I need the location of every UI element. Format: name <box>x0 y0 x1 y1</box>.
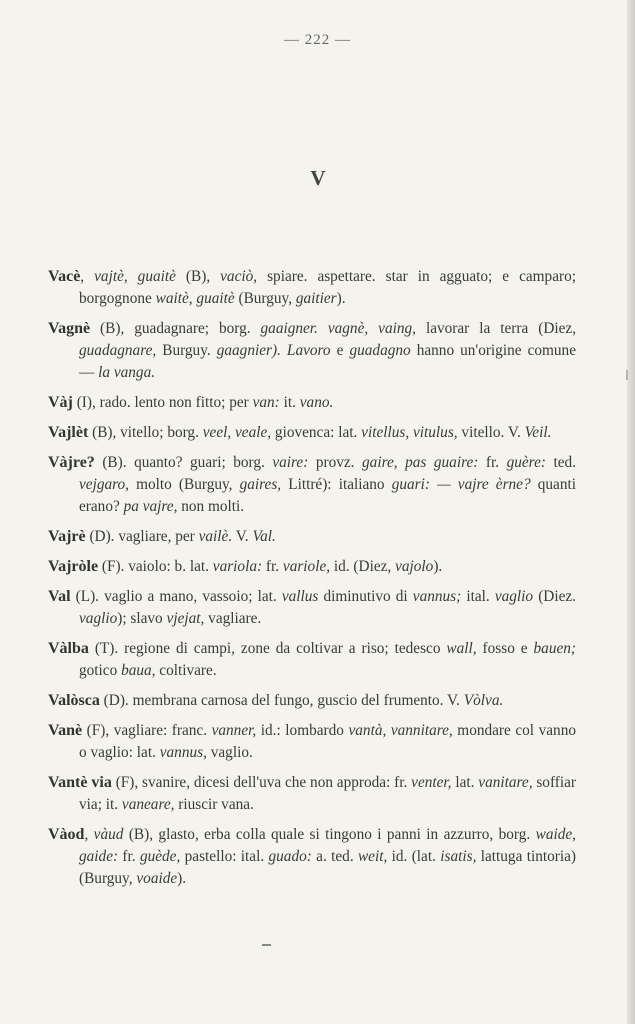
entry-text: (B), guadagnare; borg. <box>90 320 261 337</box>
entry-italic-text: guère: <box>506 454 546 471</box>
entry-text: (I), rado. lento non fitto; per <box>72 394 253 411</box>
entry-text: (L). vaglio a mano, vassoio; lat. <box>70 588 282 605</box>
entry-text: pastello: ital. <box>180 848 269 865</box>
entry-headword: Vàj <box>48 394 73 411</box>
entry-text: quanti erano? <box>79 476 576 515</box>
entry-text: V. <box>232 528 253 545</box>
entry-text: e <box>330 342 350 359</box>
entry-text: fosso e <box>476 640 534 657</box>
entry-text: (Burguy, <box>234 290 296 307</box>
entry-text: vagliare. <box>204 610 262 627</box>
entry-italic-text: gaagnier). Lavoro <box>216 342 331 359</box>
entry-italic-text: wall, <box>446 640 477 657</box>
entry-headword: Vacè <box>48 268 81 285</box>
entry-italic-text: vallus <box>281 588 319 605</box>
entry-italic-text: vaire: <box>272 454 309 471</box>
margin-mark <box>626 370 628 380</box>
entry-italic-text: vanitare, <box>478 774 533 791</box>
entry-text: ). <box>433 558 443 575</box>
entry-text: (B), <box>175 268 221 285</box>
entry-italic-text: la vanga. <box>98 364 156 381</box>
entry-italic-text: guadagnare, <box>79 342 157 359</box>
entry-text: coltivare. <box>155 662 217 679</box>
entry-headword: Vajlèt <box>48 424 89 441</box>
dictionary-entry <box>48 720 576 764</box>
entry-text: id.: lombardo <box>256 722 349 739</box>
entry-italic-text: vano. <box>299 394 334 411</box>
dictionary-entry <box>48 422 576 444</box>
entry-headword: Val <box>48 588 71 605</box>
entry-italic-text: van: <box>252 394 280 411</box>
entry-italic-text: waitè, guaitè <box>155 290 235 307</box>
entry-text: riuscir vana. <box>174 796 254 813</box>
entry-text: ). <box>177 870 187 887</box>
entry-italic-text: Val. <box>252 528 276 545</box>
entry-headword: Vàod <box>48 826 85 843</box>
entry-italic-text: baua, <box>121 662 156 679</box>
dictionary-entry <box>48 690 576 712</box>
entry-italic-text: veel, veale, <box>202 424 272 441</box>
entry-italic-text: guadagno <box>349 342 411 359</box>
dictionary-entry <box>48 392 576 414</box>
entry-italic-text: vàud <box>93 826 124 843</box>
entry-italic-text: waide, gaide: <box>79 826 576 865</box>
entry-italic-text: gaitier <box>295 290 337 307</box>
entry-italic-text: gaaigner. vagnè, vaing, <box>260 320 416 337</box>
entry-text: non molti. <box>177 498 245 515</box>
entry-italic-text: variola: <box>212 558 263 575</box>
entry-italic-text: vajolo <box>395 558 434 575</box>
entry-italic-text: gaires, <box>239 476 282 493</box>
dictionary-entry <box>48 452 576 518</box>
entry-headword: Vàlba <box>48 640 89 657</box>
entry-italic-text: bauen; <box>533 640 576 657</box>
entry-text: ); slavo <box>117 610 167 627</box>
entry-italic-text: vailè. <box>198 528 233 545</box>
entry-text: spiare. aspettare. star in agguato; e camparo; borgognone <box>79 268 576 307</box>
dictionary-entries <box>48 266 576 898</box>
entry-italic-text: vaglio <box>494 588 534 605</box>
entry-text: giovenca: lat. <box>271 424 362 441</box>
page-number: — 222 — <box>284 32 351 48</box>
dictionary-entry <box>48 318 576 384</box>
entry-italic-text: voaide <box>136 870 178 887</box>
dictionary-entry <box>48 772 576 816</box>
entry-italic-text: Vòlva. <box>463 692 504 709</box>
entry-italic-text: vannus, <box>159 744 207 761</box>
entry-italic-text: vjejat, <box>166 610 205 627</box>
entry-italic-text: weit, <box>357 848 388 865</box>
entry-italic-text: variole, <box>282 558 331 575</box>
dictionary-entry <box>48 586 576 630</box>
entry-italic-text: guède, <box>139 848 181 865</box>
entry-text: Burguy. <box>156 342 217 359</box>
entry-italic-text: vaglio <box>79 610 118 627</box>
entry-text: lattuga tintoria) (Burguy, <box>79 848 576 887</box>
entry-text: , <box>80 268 95 285</box>
entry-text: , <box>84 826 94 843</box>
entry-italic-text: vantà, vannitare, <box>348 722 453 739</box>
entry-text: Littré): italiano <box>281 476 392 493</box>
entry-text: lavorar la terra (Diez, <box>415 320 577 337</box>
entry-headword: Vàjre? <box>48 454 95 471</box>
entry-text: fr. <box>262 558 283 575</box>
dictionary-entry <box>48 526 576 548</box>
entry-text: id. (lat. <box>387 848 441 865</box>
entry-italic-text: guado: <box>268 848 312 865</box>
entry-text: (D). vagliare, per <box>85 528 199 545</box>
entry-text: lat. <box>451 774 479 791</box>
entry-headword: Vajròle <box>48 558 99 575</box>
entry-italic-text: vanner, <box>211 722 257 739</box>
dictionary-entry <box>48 266 576 310</box>
entry-headword: Valòsca <box>48 692 100 709</box>
entry-italic-text: venter, <box>411 774 452 791</box>
entry-text: (Diez. <box>533 588 576 605</box>
entry-text: vaglio. <box>206 744 253 761</box>
entry-text: (B). quanto? guari; borg. <box>94 454 273 471</box>
entry-text: (T). regione di campi, zone da coltivar a riso; tedesco <box>88 640 447 657</box>
entry-headword: Vajrè <box>48 528 86 545</box>
entry-italic-text: vannus; <box>412 588 462 605</box>
entry-text: ital. <box>461 588 495 605</box>
section-letter-heading: V <box>310 166 325 190</box>
entry-headword: Vanè <box>48 722 83 739</box>
entry-text: mondare col vanno o vaglio: lat. <box>79 722 576 761</box>
entry-text: (B), glasto, erba colla quale si tingono i panni in azzurro, borg. <box>123 826 536 843</box>
entry-italic-text: gaire, pas guaire: <box>362 454 479 471</box>
entry-text: (F), svanire, dicesi dell'uva che non approda: fr. <box>111 774 412 791</box>
entry-text: it. <box>279 394 300 411</box>
entry-italic-text: pa vajre, <box>123 498 178 515</box>
dictionary-entry <box>48 824 576 890</box>
entry-text: (F), vagliare: franc. <box>82 722 212 739</box>
entry-italic-text: Veil. <box>524 424 552 441</box>
entry-text: hanno un'origine comune — <box>79 342 576 381</box>
entry-text: diminutivo di <box>318 588 413 605</box>
entry-italic-text: vaneare, <box>121 796 175 813</box>
entry-text: vitello. V. <box>457 424 525 441</box>
dictionary-entry <box>48 638 576 682</box>
entry-italic-text: guari: — vajre èrne? <box>391 476 531 493</box>
entry-text: fr. <box>118 848 140 865</box>
entry-text: ). <box>336 290 346 307</box>
dictionary-entry <box>48 556 576 578</box>
entry-headword: Vantè via <box>48 774 112 791</box>
entry-text: gotico <box>79 662 122 679</box>
entry-text: fr. <box>478 454 507 471</box>
entry-text: id. (Diez, <box>330 558 396 575</box>
entry-italic-text: isatis, <box>440 848 477 865</box>
entry-italic-text: vitellus, vitulus, <box>361 424 458 441</box>
entry-italic-text: vejgaro, <box>79 476 129 493</box>
entry-text: (F). vaiolo: b. lat. <box>98 558 213 575</box>
end-mark <box>262 944 271 946</box>
entry-text: (D). membrana carnosa del fungo, guscio del frumento. V. <box>99 692 464 709</box>
entry-text: (B), vitello; borg. <box>88 424 203 441</box>
page-edge-shadow <box>627 0 635 1024</box>
entry-text: ted. <box>545 454 576 471</box>
entry-text: molto (Burguy, <box>128 476 240 493</box>
entry-italic-text: vajtè, guaitè <box>94 268 176 285</box>
entry-italic-text: vaciò, <box>220 268 258 285</box>
entry-text: provz. <box>308 454 363 471</box>
entry-text: a. ted. <box>311 848 358 865</box>
entry-text: soffiar via; it. <box>79 774 577 813</box>
entry-headword: Vagnè <box>48 320 91 337</box>
